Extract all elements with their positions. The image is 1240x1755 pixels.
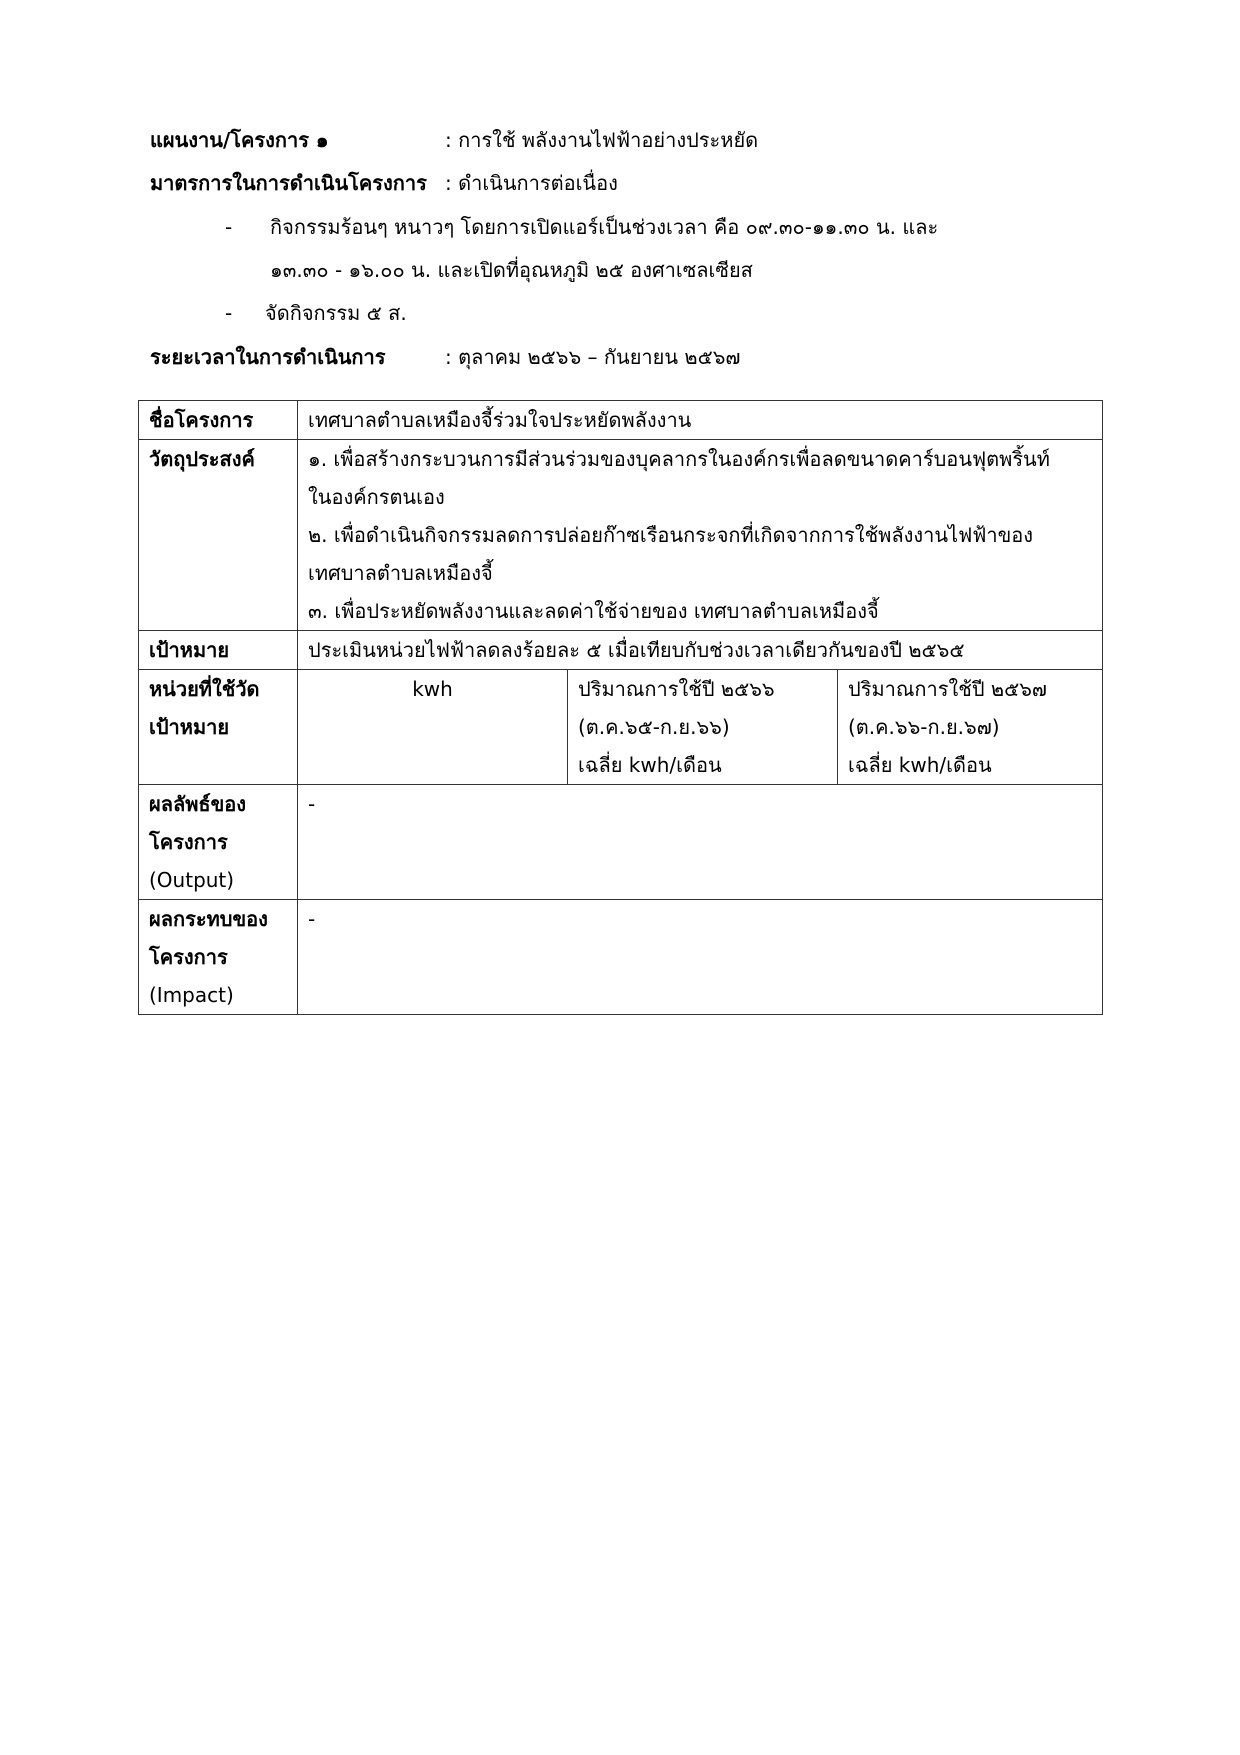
table-row-unit [139, 670, 1103, 785]
project-table [138, 400, 1103, 1015]
impact-label-line: (Impact) [149, 983, 234, 1007]
bullet-continuation [270, 255, 753, 285]
bullet-text-continued: ๑๓.๓๐ - ๑๖.๐๐ น. และเปิดที่อุณหภูมิ ๒๕ องศาเซลเซียส [270, 258, 753, 282]
objective-label: วัตถุประสงค์ [139, 440, 298, 631]
bullet-dash: - [225, 215, 233, 239]
output-label-line: (Output) [149, 868, 235, 892]
impact-label-line: ผลกระทบของ [149, 907, 268, 931]
bullet-text: จัดกิจกรรม ๕ ส. [265, 301, 407, 325]
usage-2566-line: ปริมาณการใช้ปี ๒๕๖๖ [578, 677, 775, 701]
table-row-impact [139, 900, 1103, 1015]
objective-line: ๑. เพื่อสร้างกระบวนการมีส่วนร่วมของบุคลากรในองค์กรเพื่อลดขนาดคาร์บอนฟุตพริ้นท์ [308, 447, 1050, 471]
table-row-name [139, 401, 1103, 440]
usage-2566-line: เฉลี่ย kwh/เดือน [578, 753, 722, 777]
objective-line: เทศบาลตำบลเหมืองจี้ [308, 561, 493, 585]
impact-label [139, 900, 298, 1015]
output-label [139, 785, 298, 900]
table-row-output [139, 785, 1103, 900]
usage-2567-line: เฉลี่ย kwh/เดือน [848, 753, 992, 777]
unit-label-line: เป้าหมาย [149, 715, 230, 739]
output-value: - [298, 785, 1103, 900]
period-value: : ตุลาคม ๒๕๖๖ – กันยายน ๒๕๖๗ [445, 345, 741, 369]
objective-list [298, 440, 1103, 631]
table-row-objective [139, 440, 1103, 631]
plan-value: : การใช้ พลังงานไฟฟ้าอย่างประหยัด [445, 128, 759, 152]
unit-label [139, 670, 298, 785]
target-label: เป้าหมาย [139, 631, 298, 670]
period-row [150, 342, 741, 372]
usage-2567-cell [838, 670, 1103, 785]
project-name-value: เทศบาลตำบลเหมืองจี้ร่วมใจประหยัดพลังงาน [298, 401, 1103, 440]
period-label: ระยะเวลาในการดำเนินการ [150, 345, 386, 369]
measure-value: : ดำเนินการต่อเนื่อง [445, 171, 618, 195]
objective-line: ๓. เพื่อประหยัดพลังงานและลดค่าใช้จ่ายของ เทศบาลตำบลเหมืองจี้ [308, 599, 879, 623]
plan-row [150, 125, 759, 155]
usage-2567-line: (ต.ค.๖๖-ก.ย.๖๗) [848, 715, 1000, 739]
measure-row [150, 168, 618, 198]
output-label-line: ผลลัพธ์ของ [149, 792, 247, 816]
project-name-label: ชื่อโครงการ [139, 401, 298, 440]
usage-2566-cell [568, 670, 838, 785]
impact-value: - [298, 900, 1103, 1015]
impact-label-line: โครงการ [149, 945, 228, 969]
measure-label: มาตรการในการดำเนินโครงการ [150, 171, 427, 195]
bullet-text: กิจกรรมร้อนๆ หนาวๆ โดยการเปิดแอร์เป็นช่วงเวลา คือ ๐๙.๓๐-๑๑.๓๐ น. และ [270, 215, 939, 239]
plan-label: แผนงาน/โครงการ ๑ [150, 128, 329, 152]
unit-value: kwh [298, 670, 568, 785]
target-value: ประเมินหน่วยไฟฟ้าลดลงร้อยละ ๕ เมื่อเทียบกับช่วงเวลาเดียวกันของปี ๒๕๖๕ [298, 631, 1103, 670]
usage-2567-line: ปริมาณการใช้ปี ๒๕๖๗ [848, 677, 1047, 701]
usage-2566-line: (ต.ค.๖๕-ก.ย.๖๖) [578, 715, 730, 739]
objective-line: ๒. เพื่อดำเนินกิจกรรมลดการปล่อยก๊าซเรือนกระจกที่เกิดจากการใช้พลังงานไฟฟ้าของ [308, 523, 1034, 547]
output-label-line: โครงการ [149, 830, 228, 854]
bullet-dash: - [225, 301, 233, 325]
table-row-target [139, 631, 1103, 670]
unit-label-line: หน่วยที่ใช้วัด [149, 677, 260, 701]
objective-line: ในองค์กรตนเอง [308, 485, 445, 509]
